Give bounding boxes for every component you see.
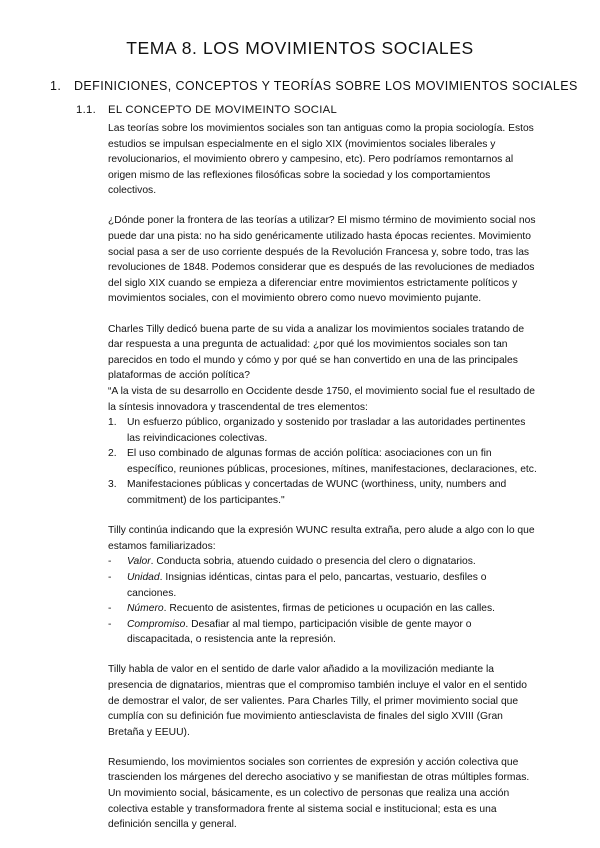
- subsection-number: 1.1.: [76, 104, 97, 116]
- wunc-list: [108, 554, 538, 648]
- list-item: [108, 554, 538, 570]
- list-item-text: El uso combinado de algunas formas de acción política: asociaciones con un fin específico, reuniones públicas, procesiones, mítines, manifestaciones, declaraciones, etc.: [127, 448, 537, 475]
- paragraph-summary: Resumiendo, los movimientos sociales son corrientes de expresión y acción colectiva que trascienden los márgenes del derecho asociativo y se manifiestan de otras múltiples formas. Un movimiento social, básicamente, es un colectivo de personas que realiza una acción colectiva estable y transformadora frente al sistema social e institucional; esta es una definición sencilla y general.: [108, 756, 530, 831]
- subsection-heading: [76, 104, 337, 116]
- section-heading: [50, 79, 578, 93]
- list-item-text: Manifestaciones públicas y concertadas de WUNC (worthiness, unity, numbers and commitment) de los participantes.": [127, 479, 507, 507]
- wunc-description: . Recuento de asistentes, firmas de peticiones u ocupación en las calles.: [163, 603, 496, 615]
- list-item: [108, 601, 538, 617]
- wunc-term: Unidad: [127, 571, 160, 583]
- list-item-text: Un esfuerzo público, organizado y sostenido por trasladar a las autoridades pertinentes las reivindicaciones colectivas.: [127, 417, 526, 444]
- list-marker: -: [108, 556, 112, 568]
- list-item: [108, 415, 538, 446]
- section-title: DEFINICIONES, CONCEPTOS Y TEORÍAS SOBRE LOS MOVIMIENTOS SOCIALES: [74, 79, 578, 93]
- list-item: [108, 617, 538, 648]
- paragraph-wunc: Tilly continúa indicando que la expresión WUNC resulta extraña, pero alude a algo con lo que estamos familiarizados:: [108, 525, 535, 552]
- paragraph-value: Tilly habla de valor en el sentido de darle valor añadido a la movilización mediante la presencia de dignatarios, mientras que el compromiso también incluye el valor en el sentido de demostrar el valor, de ser valientes. Para Charles Tilly, el primer movimiento social que cumplía con su definición fue movimiento antiesclavista de finales del siglo XVIII (Gran Bretaña y EEUU).: [108, 664, 527, 738]
- paragraph-tilly: Charles Tilly dedicó buena parte de su vida a analizar los movimientos sociales tratando de dar respuesta a una pregunta de actualidad: ¿por qué los movimientos sociales son tan parecidos en todo el mundo y cómo y por qué se han convertido en una de las principales plataformas de acción política?: [108, 323, 525, 382]
- wunc-description: . Desafiar al mal tiempo, participación visible de gente mayor o discapacitada, o resistencia ante la represión.: [127, 618, 472, 646]
- list-marker: -: [108, 618, 112, 630]
- wunc-description: . Insignias idénticas, cintas para el pelo, pancartas, vestuario, desfiles o canciones.: [127, 571, 487, 599]
- list-marker: -: [108, 603, 112, 615]
- body-text: [108, 121, 538, 847]
- paragraph-origins: Las teorías sobre los movimientos sociales son tan antiguas como la propia sociología. Estos estudios se impulsan especialmente en el siglo XIX (movimientos sociales liberales y revolucionarios, el movimiento obrero y campesino, etc). Pero podríamos remontarnos al origen mismo de las reflexiones filosóficas sobre la sociedad y los comportamientos colectivos.: [108, 123, 534, 197]
- list-item: [108, 570, 538, 601]
- elements-list: [108, 415, 538, 509]
- subsection-title: EL CONCEPTO DE MOVIMEINTO SOCIAL: [108, 104, 338, 116]
- paragraph-frontier: ¿Dónde poner la frontera de las teorías a utilizar? El mismo término de movimiento social nos puede dar una pista: no ha sido genéricamente utilizado hasta épocas recientes. Movimiento social pasa a ser de uso corriente después de la Revolución Francesa y, sobre todo, tras las revoluciones de 1848. Podemos considerar que es después de las revoluciones de mediados del siglo XIX cuando se empieza a diferenciar entre movimientos estrictamente políticos y movimientos sociales, con el movimiento obrero como nuevo movimiento pujante.: [108, 215, 536, 305]
- quote-intro: “A la vista de su desarrollo en Occidente desde 1750, el movimiento social fue el resultado de la síntesis innovadora y trascendental de tres elementos:: [108, 385, 535, 413]
- list-marker: 3.: [108, 479, 117, 491]
- wunc-term: Valor: [127, 556, 151, 568]
- wunc-term: Compromiso: [127, 618, 186, 630]
- page-title: TEMA 8. LOS MOVIMIENTOS SOCIALES: [126, 38, 474, 58]
- list-marker: -: [108, 571, 112, 583]
- list-marker: 2.: [108, 448, 117, 460]
- wunc-term: Número: [127, 603, 164, 615]
- list-marker: 1.: [108, 417, 117, 429]
- wunc-description: . Conducta sobria, atuendo cuidado o presencia del clero o dignatarios.: [150, 556, 476, 568]
- list-item: [108, 477, 538, 508]
- section-number: 1.: [50, 79, 62, 93]
- list-item: [108, 446, 538, 477]
